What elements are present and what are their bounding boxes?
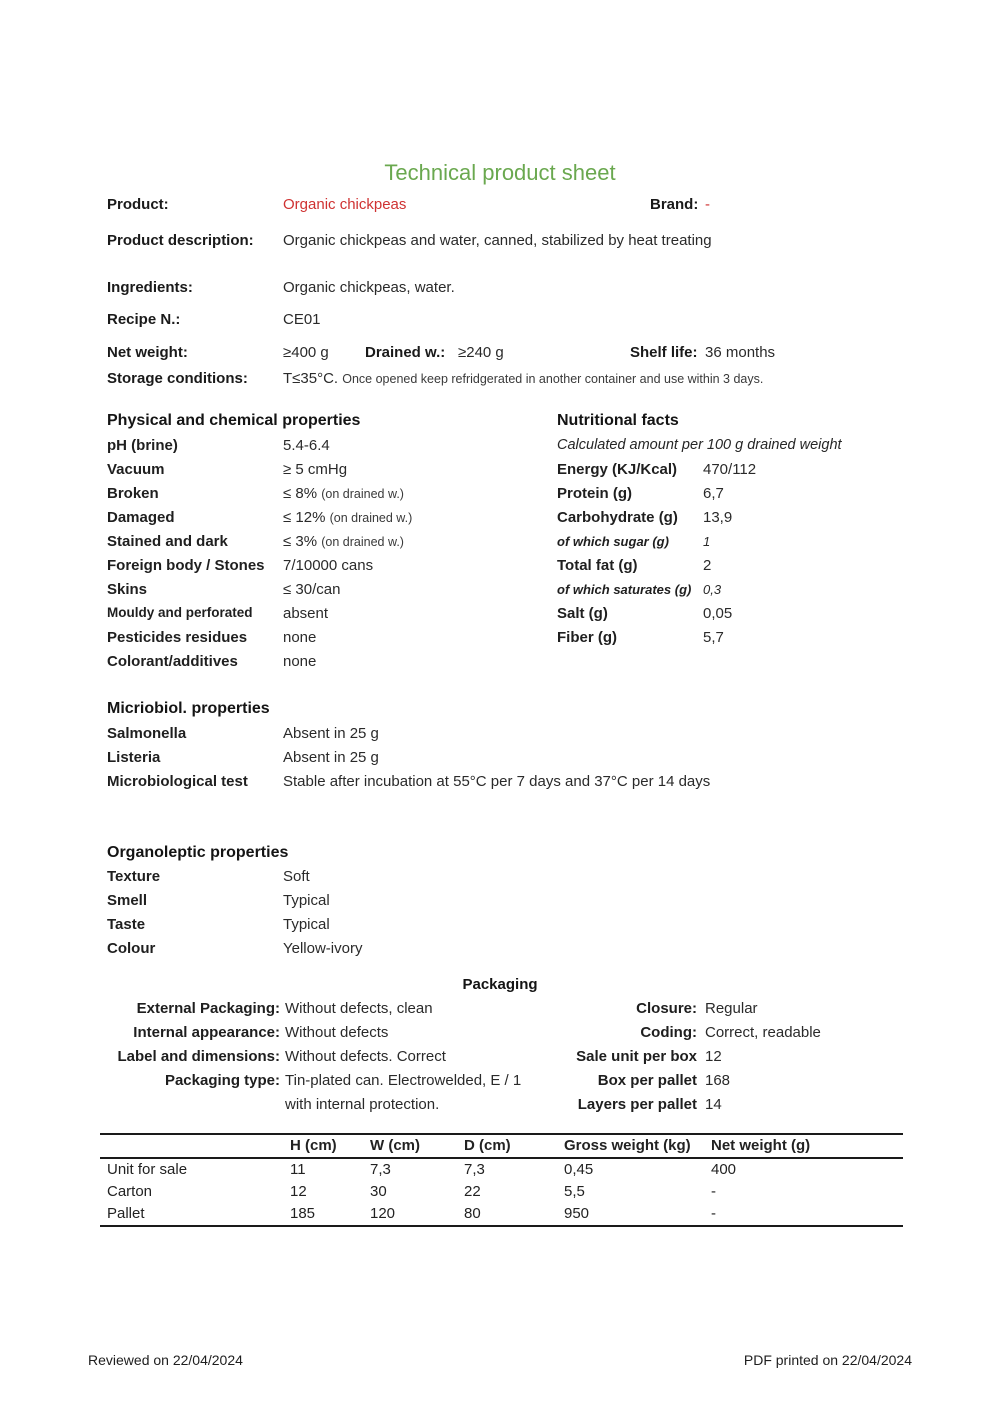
cell-w: 120: [370, 1205, 396, 1222]
product-row: [0, 196, 1000, 220]
nutrient-label: Fiber (g): [557, 629, 617, 646]
nutrition-row: [0, 629, 1000, 653]
col-header-h: H (cm): [283, 1134, 363, 1158]
cell-h: 12: [290, 1183, 307, 1200]
property-label: Damaged: [107, 509, 175, 526]
property-value: none: [283, 629, 317, 646]
nutrient-value: 5,7: [703, 629, 724, 646]
recipe-value: CE01: [283, 311, 321, 328]
microbio-heading: Micriobiol. properties: [107, 700, 270, 717]
nutrient-value: 13,9: [703, 509, 733, 526]
property-value: ≤ 8%: [283, 485, 318, 502]
packaging-label: External Packaging:: [136, 1000, 280, 1017]
microbio-row: [0, 773, 1000, 797]
packaging-value: 12: [705, 1048, 722, 1065]
packaging-value: Correct, readable: [705, 1024, 821, 1041]
packaging-value: Without defects, clean: [285, 1000, 433, 1017]
nutrient-label: of which sugar (g): [557, 534, 669, 549]
cell-gross: 0,45: [564, 1161, 594, 1178]
property-value: 5.4-6.4: [283, 437, 330, 454]
nutrient-value: 470/112: [703, 461, 757, 478]
table-row: [100, 1158, 903, 1181]
property-label: Stained and dark: [107, 533, 228, 550]
packaging-value: Without defects. Correct: [285, 1048, 446, 1065]
nutrient-value: 1: [703, 534, 711, 549]
microbio-section-heading-row: [0, 700, 1000, 724]
shelf-life-value: 36 months: [705, 344, 776, 361]
ingredients-row: [0, 279, 1000, 303]
property-value: 7/10000 cans: [283, 557, 374, 574]
nutrient-value: 6,7: [703, 485, 724, 502]
organoleptic-value: Soft: [283, 868, 310, 885]
property-note: (on drained w.): [321, 535, 404, 549]
footer-reviewed-date: Reviewed on 22/04/2024: [88, 1352, 243, 1368]
row-name: Pallet: [107, 1205, 145, 1222]
recipe-row: [0, 311, 1000, 335]
property-label: Mouldy and perforated: [107, 605, 253, 620]
physical-row: [0, 653, 1000, 677]
cell-net: -: [711, 1205, 716, 1222]
packaging-value: Regular: [705, 1000, 758, 1017]
packaging-heading: Packaging: [462, 976, 538, 993]
cell-w: 7,3: [370, 1161, 391, 1178]
property-value: absent: [283, 605, 329, 622]
organoleptic-section-heading-row: [0, 844, 1000, 868]
organoleptic-label: Smell: [107, 892, 148, 909]
cell-net: -: [711, 1183, 716, 1200]
nutrition-row: [0, 534, 1000, 558]
organoleptic-heading: Organoleptic properties: [107, 844, 289, 861]
property-label: pH (brine): [107, 437, 178, 454]
description-row: [0, 232, 1000, 256]
storage-value-note: Once opened keep refridgerated in another container and use within 3 days.: [342, 372, 764, 386]
nutrition-row: [0, 485, 1000, 509]
nutrient-label: of which saturates (g): [557, 582, 692, 597]
packaging-row: [0, 1096, 1000, 1120]
microbio-value: Absent in 25 g: [283, 749, 379, 766]
packaging-label: Internal appearance:: [133, 1024, 280, 1041]
organoleptic-row: [0, 940, 1000, 964]
property-label: Pesticides residues: [107, 629, 248, 646]
packaging-row: [0, 1048, 1000, 1072]
organoleptic-value: Typical: [283, 892, 330, 909]
table-row: [100, 1181, 903, 1203]
nutrient-value: 2: [703, 557, 712, 574]
col-header-gross: Gross weight (kg): [557, 1134, 704, 1158]
packaging-label: Label and dimensions:: [117, 1048, 280, 1065]
organoleptic-label: Colour: [107, 940, 156, 957]
cell-d: 7,3: [464, 1161, 485, 1178]
cell-d: 80: [464, 1205, 481, 1222]
microbio-label: Salmonella: [107, 725, 187, 742]
cell-gross: 950: [564, 1205, 590, 1222]
property-value: ≤ 3%: [283, 533, 318, 550]
brand-label: Brand:: [650, 196, 699, 213]
cell-net: 400: [711, 1161, 737, 1178]
organoleptic-value: Yellow-ivory: [283, 940, 363, 957]
property-label: Foreign body / Stones: [107, 557, 265, 574]
packaging-row: [0, 1072, 1000, 1096]
drained-weight-label: Drained w.:: [365, 344, 446, 361]
recipe-label: Recipe N.:: [107, 311, 181, 328]
storage-row: [0, 370, 1000, 394]
footer-printed-date: PDF printed on 22/04/2024: [743, 1352, 912, 1368]
nutrient-label: Protein (g): [557, 485, 632, 502]
nutrition-row: [0, 582, 1000, 606]
ingredients-label: Ingredients:: [107, 279, 193, 296]
nutrient-value: 0,05: [703, 605, 733, 622]
packaging-label: Layers per pallet: [577, 1096, 697, 1113]
col-header-d: D (cm): [457, 1134, 557, 1158]
packaging-value-continued: with internal protection.: [285, 1096, 440, 1113]
packaging-label: Closure:: [636, 1000, 697, 1017]
nutrition-row: [0, 557, 1000, 581]
packaging-value: 14: [705, 1096, 722, 1113]
packaging-label: Sale unit per box: [576, 1048, 697, 1065]
cell-h: 11: [290, 1161, 306, 1178]
product-label: Product:: [107, 196, 169, 213]
storage-value-main: T≤35°C.: [283, 370, 339, 387]
organoleptic-label: Taste: [107, 916, 146, 933]
nutrition-section-heading-row: [0, 412, 1000, 436]
nutrient-value: 0,3: [703, 582, 722, 597]
property-label: Broken: [107, 485, 159, 502]
table-row: [100, 1203, 903, 1226]
net-weight-value: ≥400 g: [283, 344, 329, 361]
microbio-row: [0, 749, 1000, 773]
storage-value: [283, 370, 763, 387]
organoleptic-value: Typical: [283, 916, 330, 933]
net-weight-row: [0, 344, 1000, 368]
microbio-value: Stable after incubation at 55°C per 7 days and 37°C per 14 days: [283, 773, 711, 790]
organoleptic-label: Texture: [107, 868, 161, 885]
property-value: ≤ 12%: [283, 509, 326, 526]
drained-weight-value: ≥240 g: [458, 344, 504, 361]
nutrition-heading: Nutritional facts: [557, 412, 679, 429]
microbio-label: Microbiological test: [107, 773, 248, 790]
cell-gross: 5,5: [564, 1183, 585, 1200]
property-note: (on drained w.): [329, 511, 413, 525]
nutrient-label: Salt (g): [557, 605, 608, 622]
property-value: ≥ 5 cmHg: [283, 461, 348, 478]
col-header-w: W (cm): [363, 1134, 457, 1158]
property-label: Vacuum: [107, 461, 165, 478]
packaging-value: Without defects: [285, 1024, 389, 1041]
property-note: (on drained w.): [321, 487, 404, 501]
brand-value: -: [705, 196, 710, 213]
packaging-label: Box per pallet: [597, 1072, 697, 1089]
ingredients-value: Organic chickpeas, water.: [283, 279, 455, 296]
description-label: Product description:: [107, 232, 254, 249]
col-header-name: [100, 1134, 283, 1158]
nutrition-subheading-row: [0, 437, 1000, 461]
shelf-life-label: Shelf life:: [630, 344, 698, 361]
col-header-net: Net weight (g): [704, 1134, 903, 1158]
cell-d: 22: [464, 1183, 481, 1200]
property-value: ≤ 30/can: [283, 581, 341, 598]
nutrient-label: Carbohydrate (g): [557, 509, 678, 526]
page-title: Technical product sheet: [384, 160, 616, 185]
row-name: Carton: [107, 1183, 153, 1200]
description-value: Organic chickpeas and water, canned, stabilized by heat treating: [283, 232, 712, 249]
physical-heading: Physical and chemical properties: [107, 412, 361, 429]
microbio-value: Absent in 25 g: [283, 725, 379, 742]
nutrition-row: [0, 461, 1000, 485]
packaging-row: [0, 1000, 1000, 1024]
nutrition-row: [0, 605, 1000, 629]
property-label: Skins: [107, 581, 148, 598]
row-name: Unit for sale: [107, 1161, 188, 1178]
nutrient-label: Energy (KJ/Kcal): [557, 461, 678, 478]
property-value: none: [283, 653, 317, 670]
packaging-value: Tin-plated can. Electrowelded, E / 1: [285, 1072, 522, 1089]
packaging-value: 168: [705, 1072, 731, 1089]
nutrition-subheading: Calculated amount per 100 g drained weight: [557, 437, 842, 453]
organoleptic-row: [0, 868, 1000, 892]
microbio-row: [0, 725, 1000, 749]
cell-h: 185: [290, 1205, 316, 1222]
organoleptic-row: [0, 892, 1000, 916]
organoleptic-row: [0, 916, 1000, 940]
table-header-row: [100, 1134, 903, 1158]
property-label: Colorant/additives: [107, 653, 238, 670]
packaging-row: [0, 1024, 1000, 1048]
nutrition-row: [0, 509, 1000, 533]
microbio-label: Listeria: [107, 749, 161, 766]
packaging-label: Coding:: [640, 1024, 697, 1041]
cell-w: 30: [370, 1183, 387, 1200]
dimensions-table: [100, 1133, 903, 1227]
product-value: Organic chickpeas: [283, 196, 407, 213]
nutrient-label: Total fat (g): [557, 557, 638, 574]
storage-label: Storage conditions:: [107, 370, 248, 387]
net-weight-label: Net weight:: [107, 344, 188, 361]
packaging-label: Packaging type:: [164, 1072, 280, 1089]
